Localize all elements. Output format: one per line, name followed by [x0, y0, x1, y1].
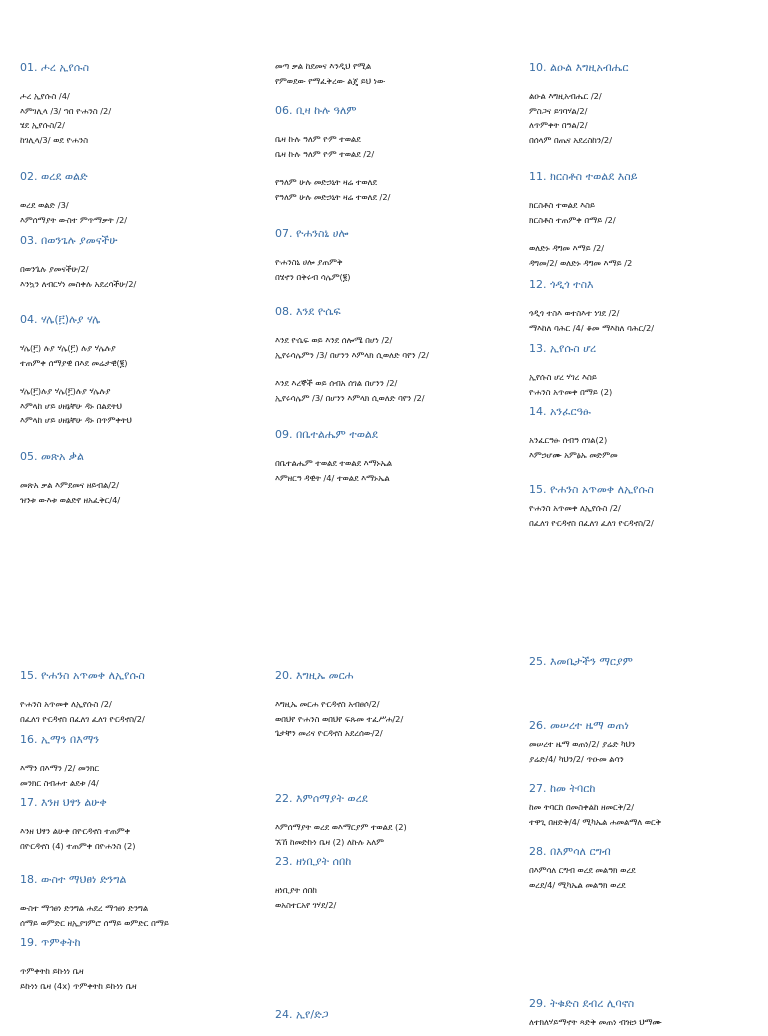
song-06 — [275, 104, 515, 204]
lyric-line: ለተክለሃይማኖት ጻድቅ መጠነ ብዝኃ ህማሙ — [529, 1017, 662, 1027]
song-title: 25. እመቤታችን ማርያም — [529, 655, 633, 668]
lyric-line: ሖረ ኢየሱስ /4/ — [20, 91, 70, 101]
lyric-line: የምወደው የማፈቅረው ልጄ ይህ ነው — [275, 75, 385, 86]
lyric-line: ሄደ ኢየሱስ/2/ — [20, 120, 65, 130]
song-title: 15. ዮሐንስ አጥመቀ ለኢየሱስ — [20, 669, 145, 682]
lyric-line: በቤተልሔም ተወልደ ተወልደ እማኑኤል — [275, 458, 393, 468]
lyric-line: ክርስቶስ ተወልደ እስይ — [529, 200, 595, 210]
lyric-line: ጥምቀትከ ይኩነነ ቤዛ — [20, 966, 84, 976]
lyric-line: ተጠምቀ ሰማያዊ በእደ መሬታዊ(፪) — [20, 357, 128, 368]
song-title: 16. ኢማን በእማን — [20, 733, 100, 746]
song-04 — [20, 313, 260, 428]
lyric-line: ክርስቶስ ተጠምቀ በማይ /2/ — [529, 214, 616, 225]
lyric-line: ዘነቢያት ሰበከ — [275, 885, 317, 895]
lyric-line: እምላከ ሆይ ሀዘኔቸሁ ዳኑ በጥምቀትህ — [20, 415, 132, 425]
lyric-line: ሃሌ(፫)ሉያ ሃሌ(፫)ሉያ ሃሌሉያ — [20, 386, 111, 396]
lyric-line: እንደ እረኞች ወይ ሰብአ ሰገል በሆንን /2/ — [275, 378, 398, 388]
song-title: 22. እምሰማያት ወረደ — [275, 792, 368, 805]
lyric-line: እንደ ዮሴፍ ወይ እንደ ሰሎሜ በሆነ /2/ — [275, 335, 393, 345]
lyric-line: ጌታቸን መሪና ዮርዳኖስ አደረሰው/2/ — [275, 728, 383, 738]
song-25 — [275, 1008, 515, 1036]
song-27 — [529, 719, 768, 766]
lyric-line: እንዘ ህፃን ልሁቀ በዮርዳኖስ ተጠምቀ — [20, 826, 131, 836]
lyric-line: መጣ ቃል ከደመና እንዲህ የሚል — [275, 61, 372, 71]
lyric-line: ከገሊላ/3/ ወደ ዮሐንስ — [20, 134, 88, 145]
song-title: 28. በእምሳለ ርግብ — [529, 845, 611, 858]
song-14 — [529, 405, 768, 462]
lyric-line: በፈለገ ዮርዳኖስ በፈለገ ፈለገ ዮርዳኖስ/2/ — [20, 713, 145, 724]
song-title: 12. ጎዲጎ ተስእ — [529, 278, 594, 291]
song-11 — [529, 170, 768, 270]
song-24 — [275, 855, 515, 912]
song-title: 17. እንዘ ህፃን ልሁቀ — [20, 796, 107, 809]
lyric-line: ልዑል እግዚአብሔር /2/ — [529, 91, 602, 101]
lyric-line: መሠረተ ዜማ ወጠነ/2/ ያሬድ ካህን — [529, 739, 636, 749]
song-05-continued — [275, 59, 515, 88]
song-16 — [20, 669, 260, 726]
lyric-line: ቤዛ ኩሉ ዓለም ዮም ተወልደ /2/ — [275, 148, 375, 159]
lyric-line: እምዘርዓ ዳዊት /4/ ተወልደ እማኑኤል — [275, 472, 390, 483]
song-title: 03. በወንጌሉ ያመናችሁ — [20, 234, 118, 247]
lyric-line: የዓለም ሁሉ መድኃኒት ዛሬ ተወለደ — [275, 177, 377, 187]
song-title: 29. ትቁድስ ደብረ ሊባኖስ — [529, 997, 635, 1010]
lyric-line: እምላከ ሆይ ሀዘኔቸሁ ዳኑ በልደትህ — [20, 400, 122, 411]
lyric-line: ኢየሩሳሌምን /3/ በሆንን እምላክ ሲወለድ ባየን /2/ — [275, 349, 429, 360]
lyric-line: ኢየሱስ ሆረ ሃገረ እስይ — [529, 372, 597, 382]
song-title: 07. ዮሐንስኒ ሀሎ — [275, 227, 349, 240]
song-01 — [20, 61, 260, 147]
song-26 — [529, 655, 768, 673]
lyric-line: ወአስተርአየ ገሃደ/2/ — [275, 899, 337, 910]
lyric-line: እግዚኤ መርሐ ዮርዳኖስ አብፀሶ/2/ — [275, 699, 380, 709]
song-08 — [275, 305, 515, 405]
lyric-line: በፈለገ ዮርዳኖስ በፈለገ ፈለገ ዮርዳኖስ/2/ — [529, 517, 654, 528]
lyric-line: በእምሳለ ርግብ ወረደ መልዓክ ወረደ — [529, 865, 636, 875]
song-title: 01. ሖረ ኢየሱስ — [20, 61, 90, 74]
lyric-line: ዮሐንስኒ ሀሎ ያጠምቅ — [275, 257, 343, 267]
song-23 — [275, 792, 515, 849]
song-29 — [529, 845, 768, 892]
song-title: 02. ወረደ ወልድ — [20, 170, 88, 183]
song-20 — [20, 936, 260, 993]
lyric-line: ምስጋና ይገባሃል/2/ — [529, 105, 588, 116]
song-title: 11. ክርስቶስ ተወልደ እስይ — [529, 170, 638, 183]
song-title: 05. መጽአ ቃል — [20, 450, 84, 463]
lyric-line: መጽአ ቃል እምደመና ዘይብል/2/ — [20, 480, 120, 490]
song-28 — [529, 782, 768, 829]
song-title: 26. መሠረተ ዜማ ወጠነ — [529, 719, 629, 732]
lyric-line: ዮሐንስ አጥመቀ ለኢየሱስ /2/ — [20, 699, 112, 709]
song-30 — [529, 997, 768, 1030]
lyric-line: ይኩነነ ቤዛ (4x) ጥምቀትከ ይኩነነ ቤዛ — [20, 980, 137, 991]
song-title: 20. እግዚኤ መርሐ — [275, 669, 354, 682]
lyric-line: ያሬድ/4/ ካህን/2/ ጥዑመ ልሳን — [529, 753, 624, 764]
lyric-line: ከመ ትባርከ በመስቀልከ ዘመርቅ/2/ — [529, 802, 635, 812]
song-13 — [529, 342, 768, 399]
song-05 — [20, 450, 260, 507]
lyric-line: ለጥምቀት በዓል/2/ — [529, 120, 588, 130]
lyric-line: በሰላም በጤና አደረስከን/2/ — [529, 134, 612, 145]
song-title: 23. ዘነቢያት ሰበከ — [275, 855, 352, 868]
song-12 — [529, 278, 768, 335]
lyric-line: ጎዲጎ ተስእ ወተስእተ ነገደ /2/ — [529, 308, 620, 318]
lyric-line: ወረደ/4/ ሚካኤል መልዓክ ወረደ — [529, 879, 626, 890]
lyric-line: ዝንቱ ውእቱ ወልድየ ዘአፈቅር/4/ — [20, 494, 121, 505]
song-title: 15. ዮሐንስ አጥመቀ ለኢየሱስ — [529, 483, 654, 496]
song-19 — [20, 873, 260, 930]
lyric-line: ዮሐንስ አጥመቀ በማይ (2) — [529, 386, 613, 397]
lyric-line: ሰማይ ወምድር ዘኢያገምሮ ሰማይ ወምድር በማይ — [20, 917, 169, 928]
song-title: 18. ውስተ ማህፀነ ድንግል — [20, 873, 127, 886]
song-title: 08. እንደ ዮሴፍ — [275, 305, 341, 318]
lyric-line: ሃሌ(፫) ሉያ ሃሌ(፫) ሉያ ሃሌሉያ — [20, 343, 116, 353]
lyric-line: እምኃሆሙ አምፅኡ መድምመ — [529, 449, 618, 460]
lyric-line: በዮርዳኖስ (4) ተጠምቀ በዮሐንስ (2) — [20, 840, 136, 851]
lyric-line: ኧኸ ከመድኩነ ቤዛ (2) ለኩሉ አለም — [275, 836, 384, 847]
song-title: 27. ከመ ትባርከ — [529, 782, 596, 795]
song-07 — [275, 227, 515, 284]
song-title: 09. በቤተልሔም ተወልደ — [275, 428, 378, 441]
lyric-line: ዮሐንስ አጥመቀ ለኢየሱስ /2/ — [529, 503, 621, 513]
lyric-line: በወንጌሉ ያመናችሁ/2/ — [20, 264, 89, 274]
song-title: 14. አንፈርዓፁ — [529, 405, 591, 418]
lyric-line: መንክር ስብሐተ ልደቱ /4/ — [20, 777, 99, 788]
lyric-line: ተዋጊ በዘድቅ/4/ ሚካኤል ሐመልማለ ወርቅ — [529, 816, 662, 827]
song-17 — [20, 733, 260, 790]
lyric-line: እምሰማያት ውስተ ምጥማቃት /2/ — [20, 214, 128, 225]
lyric-line: እምገሊላ /3/ ኀበ ዮሐንስ /2/ — [20, 105, 112, 116]
song-03 — [20, 234, 260, 291]
lyric-line: አንፈርዓፁ ሰብዓ ሰገል(2) — [529, 435, 608, 445]
lyric-line: ኢየሩሳሌም /3/ በሆንን እምላክ ሲወለድ ባየን /2/ — [275, 392, 425, 403]
lyric-line: ውስተ ማኅፀነ ድንግል ሐደረ ማኅፀነ ድንግል — [20, 903, 149, 913]
song-02 — [20, 170, 260, 227]
lyric-line: የዓለም ሁሉ መድኃኒት ዛሬ ተወለደ /2/ — [275, 191, 391, 202]
lyric-line: ወረደ ወልድ /3/ — [20, 200, 69, 210]
song-title: 19. ጥምቀትከ — [20, 936, 81, 949]
song-title: 04. ሃሌ(፫)ሉያ ሃሌ — [20, 313, 101, 326]
lyric-line: እማን በእማን /2/ መንክር — [20, 763, 99, 773]
song-title: 10. ልዑል እግዚአብሔር — [529, 61, 629, 74]
lyric-line: ወበህየ ዮሐንስ ወበህየ ፍጹመ ተፈሥሐ/2/ — [275, 713, 404, 724]
song-18 — [20, 796, 260, 853]
lyric-line: ዳግመ/2/ ወለድኑ ዳግመ እማይ /2 — [529, 257, 633, 268]
song-10 — [529, 61, 768, 147]
song-15 — [529, 483, 768, 530]
lyric-line: ወለድኑ ዳግመ እማይ /2/ — [529, 243, 605, 253]
lyric-line: እንኳን ለብርሃነ መስቀሉ አደረሳችሁ/2/ — [20, 278, 137, 289]
song-title: 13. ኢየሱስ ሆረ — [529, 342, 597, 355]
song-22 — [275, 669, 515, 755]
song-title: 06. ቢዛ ኩሉ ዓለም — [275, 104, 357, 117]
lyric-line: እምሰማያት ወረደ ወእማርያም ተወልደ (2) — [275, 822, 407, 832]
song-09 — [275, 428, 515, 485]
lyric-line: ቤዛ ኩሉ ዓለም ዮም ተወልደ — [275, 134, 361, 144]
song-title: 24. ኢየ/ድጋ — [275, 1008, 329, 1021]
lyric-line: በሄኖን በቅሩብ ሳሌም(፪) — [275, 271, 351, 282]
lyric-line: ማእከለ ባሕር /4/ ቆመ ማእከለ ባሕር/2/ — [529, 322, 655, 333]
